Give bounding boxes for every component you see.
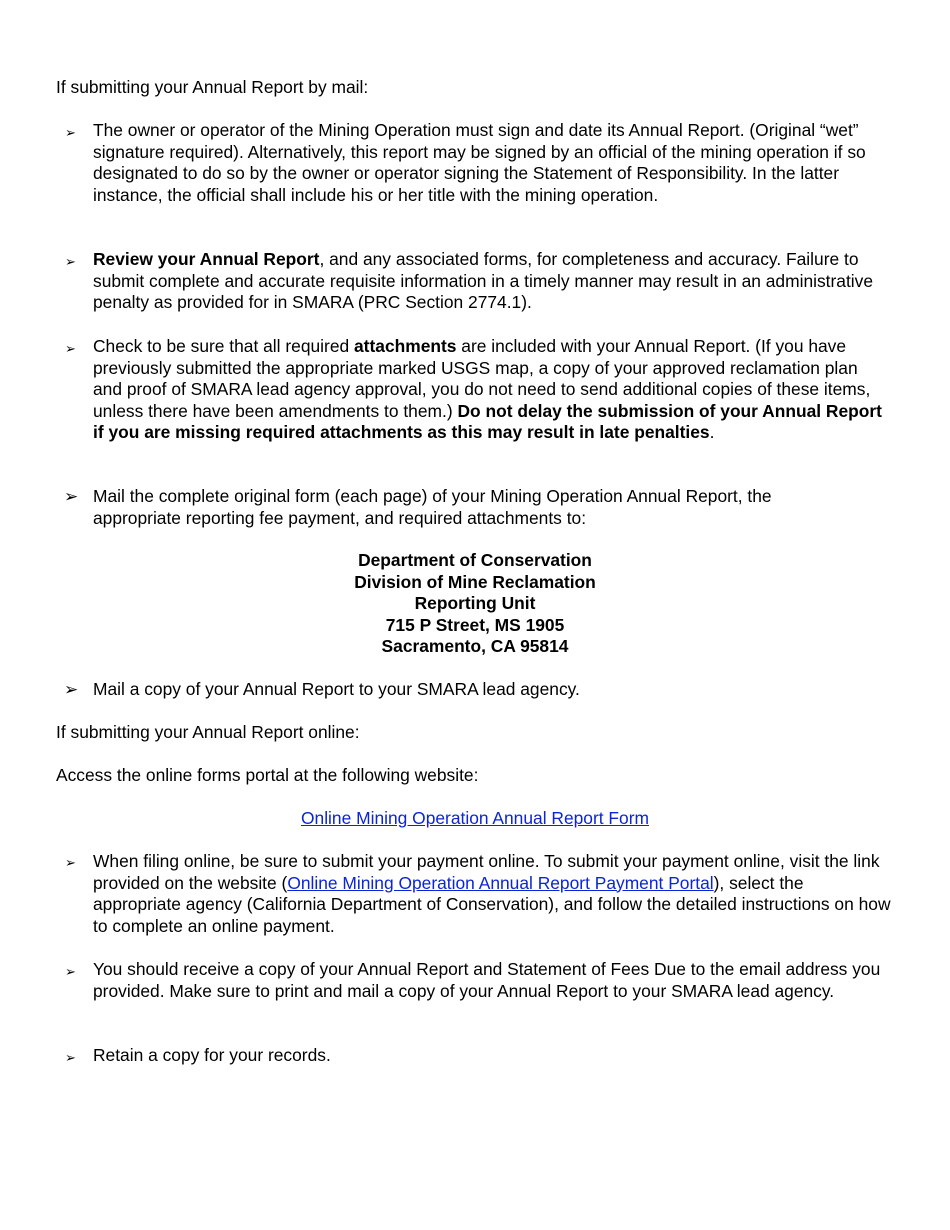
bullet-arrow-icon: ➢ <box>65 855 76 870</box>
online-bullet-retain: Retain a copy for your records. <box>93 1045 331 1065</box>
mail-bullet-signature: The owner or operator of the Mining Operation must sign and date its Annual Report. (Original “wet” signature required). Alternatively, this report may be signed by an official of the mining operation if so designated to do so by the owner or operator signing the Statement of Responsibility. In the latter instance, the official shall include his or her title with the mining operation. <box>93 120 866 205</box>
address-line: 715 P Street, MS 1905 <box>385 614 565 635</box>
online-form-link[interactable]: Online Mining Operation Annual Report Form <box>301 808 649 828</box>
online-bullet-payment: When filing online, be sure to submit your payment online. To submit your payment online, visit the link provided on the website (Online Mining Operation Annual Report Payment Portal), select the appropriate agency (California Department of Conservation), and follow the detailed instructions on how to complete an online payment. <box>93 851 891 936</box>
mail-intro: If submitting your Annual Report by mail: <box>56 77 369 97</box>
bullet-arrow-icon: ➢ <box>65 254 76 269</box>
bullet-arrow-icon: ➢ <box>65 1050 76 1065</box>
bullet-arrow-icon: ➢ <box>64 487 79 506</box>
online-intro: If submitting your Annual Report online: <box>56 722 360 742</box>
online-form-link-container <box>0 808 950 830</box>
mail-copy-bullet: Mail a copy of your Annual Report to your SMARA lead agency. <box>93 679 580 699</box>
bullet-arrow-icon: ➢ <box>65 341 76 356</box>
bullet-arrow-icon: ➢ <box>65 125 76 140</box>
mail-bullet-mail-form: Mail the complete original form (each page) of your Mining Operation Annual Report, the appropriate reporting fee payment, and required attachments to: <box>93 486 772 528</box>
online-bullet-receive-copy: You should receive a copy of your Annual Report and Statement of Fees Due to the email address you provided. Make sure to print and mail a copy of your Annual Report to your SMARA lead agency. <box>93 959 881 1001</box>
mail-bullet-attachments: Check to be sure that all required attachments are included with your Annual Report. (If you have previously submitted the appropriate marked USGS map, a copy of your approved reclamation plan and proof of SMARA lead agency approval, you do not need to send additional copies of these items, unless there have been amendments to them.) Do not delay the submission of your Annual Report if you are missing required attachments as this may result in late penalties. <box>93 336 882 442</box>
address-line: Reporting Unit <box>414 593 536 613</box>
address-line: Division of Mine Reclamation <box>354 571 596 592</box>
mailing-address <box>0 550 950 658</box>
mail-bullet-review: Review your Annual Report, and any associated forms, for completeness and accuracy. Failure to submit complete and accurate requisite information in a timely manner may result in an administrative penalty as provided for in SMARA (PRC Section 2774.1). <box>93 249 874 312</box>
address-line: Sacramento, CA 95814 <box>381 636 569 656</box>
bullet-arrow-icon: ➢ <box>64 680 79 699</box>
address-line: Department of Conservation <box>358 550 592 570</box>
payment-portal-link[interactable]: Online Mining Operation Annual Report Payment Portal <box>287 872 714 893</box>
access-portal-text: Access the online forms portal at the following website: <box>56 765 479 785</box>
bullet-arrow-icon: ➢ <box>65 964 76 979</box>
